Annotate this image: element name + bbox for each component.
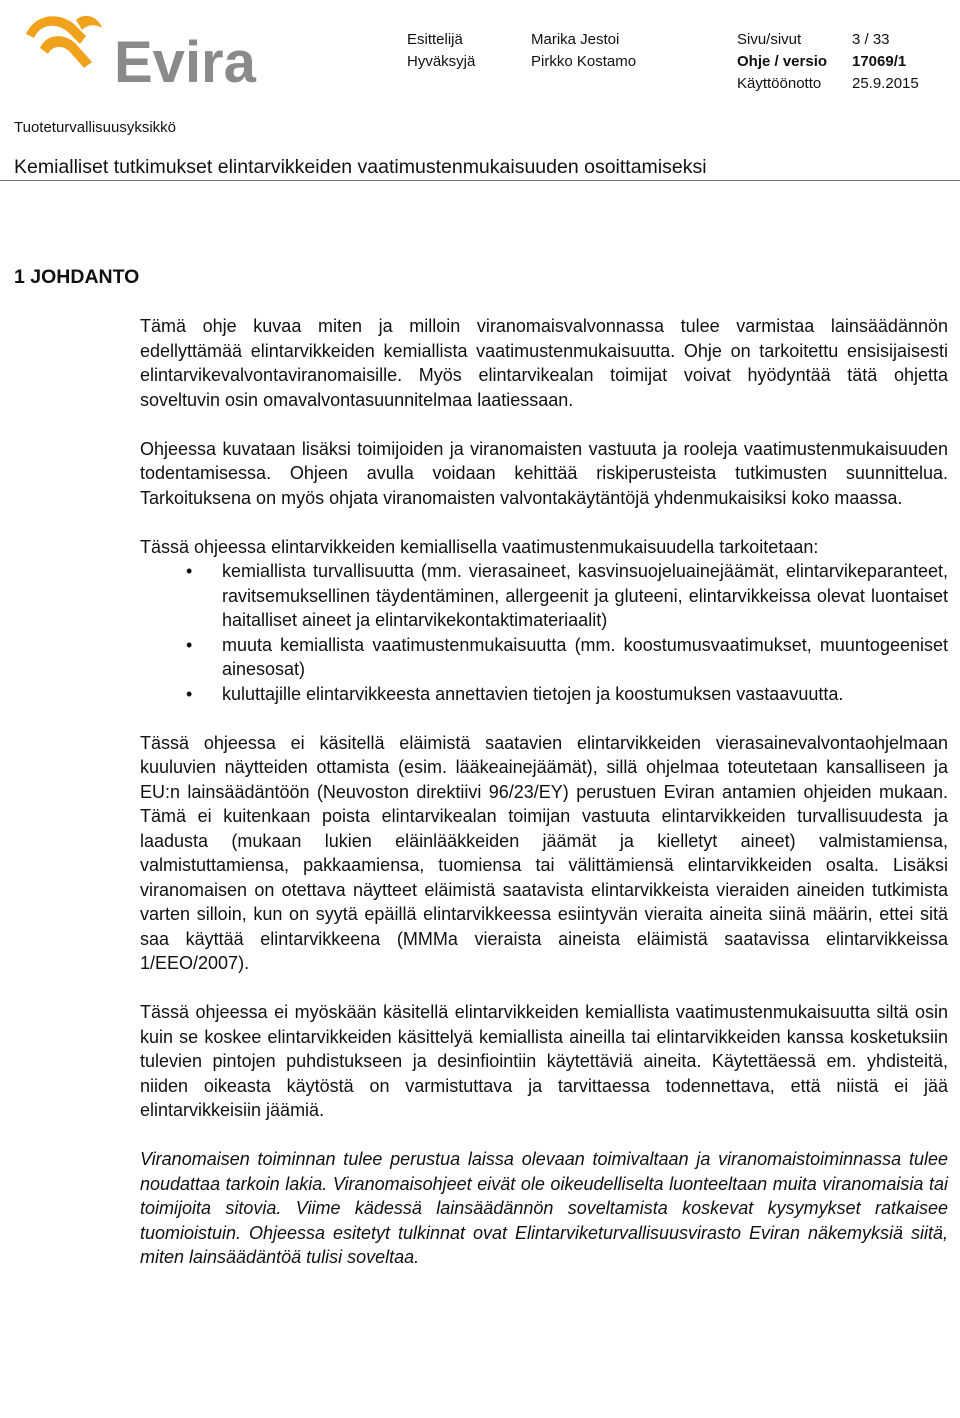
meta-label-pages: Sivu/sivut <box>737 31 802 48</box>
bullet-icon: • <box>186 561 193 581</box>
bullet-list <box>140 559 948 706</box>
meta-value-version: 17069/1 <box>852 53 907 70</box>
list-item-text: kemiallista turvallisuutta (mm. vierasaineet, kasvinsuojeluainejäämät, elintarvikeparanteet, ravitsemuksellinen täydentäminen, allergeenit ja gluteeni, elintarvikkeissa olevat luontaiset haitalliset aineet ja elintarvikekontaktimateriaalit) <box>222 561 948 630</box>
paragraph-6-italic: Viranomaisen toiminnan tulee perustua laissa olevaan toimivaltaan ja viranomaistoiminnassa tulee noudattaa tarkoin lakia. Viranomaisohjeet eivät ole oikeudelliselta luonteeltaan muita viranomaisia tai toimijoita sitovia. Viime kädessä lainsäädännön soveltamista koskevat kysymykset ratkaisee tuomioistuin. Ohjeessa esitetyt tulkinnat ovat Elintarviketurvallisuusvirasto Eviran näkemyksiä siitä, miten lainsäädäntöä tulisi soveltaa. <box>140 1149 948 1267</box>
meta-label-effective: Käyttöönotto <box>737 75 822 92</box>
meta-label-presenter: Esittelijä <box>407 31 463 48</box>
list-item <box>0 682 948 707</box>
unit-name: Tuoteturvallisuusyksikkö <box>14 119 177 136</box>
meta-value-pages: 3 / 33 <box>852 31 890 48</box>
paragraph-3-intro: Tässä ohjeessa elintarvikkeiden kemiallisella vaatimustenmukaisuudella tarkoitetaan: <box>140 536 819 557</box>
section-heading: 1 JOHDANTO <box>14 266 140 288</box>
evira-logo <box>22 10 274 90</box>
logo-wordmark: Evira <box>114 30 256 90</box>
paragraph-5: Tässä ohjeessa ei myöskään käsitellä elintarvikkeiden kemiallista vaatimustenmukaisuutta siltä osin kuin se koskee elintarvikkeiden käsittelyä kemiallista aineilla tai elintarvikkeiden kanssa kosketuksiin tulevien pintojen puhdistukseen ja desinfiointiin käytettäviä aineita. Käytettäessä em. yhdisteitä, niiden oikeasta käytöstä on varmistuttava ja tarvittaessa todennettava, että niistä ei jää elintarvikkeisiin jäämiä. <box>140 1002 948 1120</box>
list-item <box>0 559 948 633</box>
section-body <box>140 314 948 1270</box>
meta-value-presenter: Marika Jestoi <box>531 31 620 48</box>
meta-value-effective: 25.9.2015 <box>852 75 919 92</box>
meta-value-approver: Pirkko Kostamo <box>531 53 637 70</box>
list-item-text: kuluttajille elintarvikkeesta annettavien tietojen ja koostumuksen vastaavuutta. <box>222 683 844 704</box>
list-item <box>0 633 948 682</box>
bullet-icon: • <box>186 634 193 655</box>
paragraph-2: Ohjeessa kuvataan lisäksi toimijoiden ja viranomaisten vastuuta ja rooleja vaatimustenmukaisuuden todentamisessa. Ohjeen avulla voidaan kehittää riskiperusteista tutkimusten suunnittelua. Tarkoituksena on myös ohjata viranomaisten valvontakäytäntöjä yhdenmukaisiksi koko maassa. <box>140 438 948 508</box>
meta-label-version: Ohje / versio <box>737 53 828 70</box>
paragraph-4: Tässä ohjeessa ei käsitellä eläimistä saatavien elintarvikkeiden vierasainevalvontaohjelmaan kuuluvien näytteiden ottamista (esim. lääkeainejäämät), sillä ohjelmaa toteutetaan kansalliseen ja EU:n lainsäädäntöön (Neuvoston direktiivi 96/23/EY) perustuen Eviran antamien ohjeiden mukaan. Tämä ei kuitenkaan poista elintarvikealan toimijan vastuuta elintarvikkeiden turvallisuudesta ja laadusta (mukaan lukien eläinlääkkeiden jäämät ja kielletyt aineet) valmistamiensa, valmistuttamiensa, pakkaamiensa, tuomiensa tai välittämiensä elintarvikkeiden osalta. Lisäksi viranomaisen on otettava näytteet eläimistä saatavista elintarvikkeista vieraiden aineiden tutkimista varten silloin, kun on syytä epäillä elintarvikkeessa esiintyvän vieraita aineita siinä määrin, ettei sitä saa käyttää elintarvikkeena (MMMa vieraista aineista eläimistä saatavissa elintarvikkeissa 1/EEO/2007). <box>140 732 948 973</box>
logo-swoosh-icon <box>26 16 102 68</box>
bullet-icon: • <box>186 683 193 704</box>
meta-label-approver: Hyväksyjä <box>407 53 476 70</box>
document-title: Kemialliset tutkimukset elintarvikkeiden vaatimustenmukaisuuden osoittamiseksi <box>14 156 707 178</box>
list-item-text: muuta kemiallista vaatimustenmukaisuutta (mm. koostumusvaatimukset, muuntogeeniset ainesosat) <box>222 634 948 679</box>
paragraph-1: Tämä ohje kuvaa miten ja milloin viranomaisvalvonnassa tulee varmistaa lainsäädännön edellyttämää elintarvikkeiden kemiallista vaatimustenmukaisuutta. Ohje on tarkoitettu ensisijaisesti elintarvikevalvontaviranomaisille. Myös elintarvikealan toimijat voivat hyödyntää tätä ohjetta soveltuvin osin omavalvontasuunnitelmaa laatiessaan. <box>140 316 948 410</box>
header-divider <box>0 180 960 181</box>
